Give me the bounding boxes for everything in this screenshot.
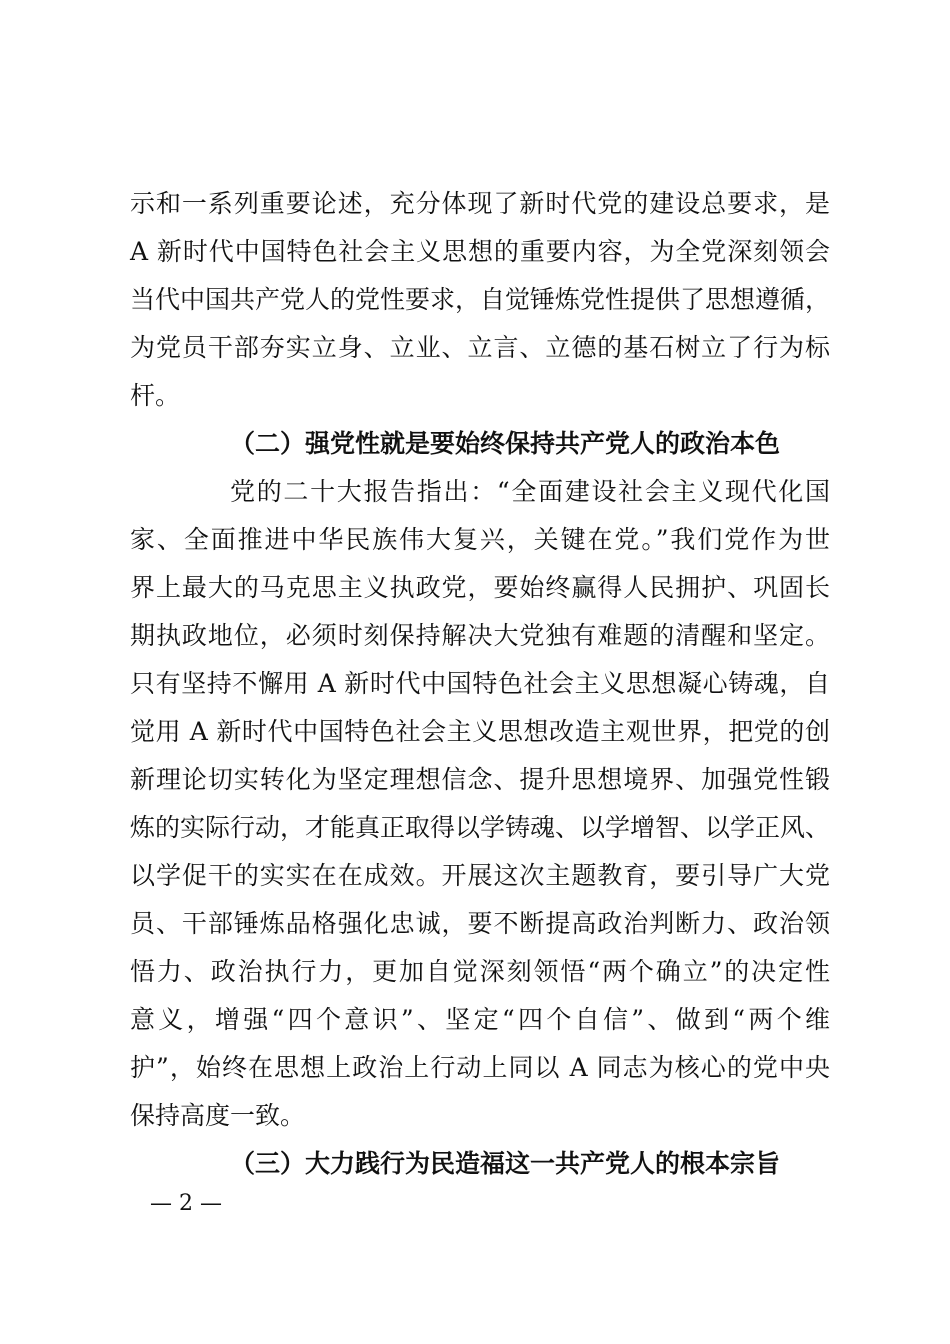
text-line: 保持高度一致。 [130, 1101, 306, 1130]
paragraph-party-spirit [130, 468, 830, 1140]
text-line: 炼的实际行动，才能真正取得以学铸魂、以学增智、以学正风、 [130, 813, 831, 842]
text-line: 意义，增强“四个意识”、坚定“四个自信”、做到“两个维 [130, 1005, 830, 1034]
text-line: 家、全面推进中华民族伟大复兴，关键在党。”我们党作为世 [130, 525, 830, 554]
section-heading-3: （三）大力践行为民造福这一共产党人的根本宗旨 [230, 1149, 781, 1178]
paragraph-continuation [130, 180, 830, 420]
text-line: 党的二十大报告指出：“全面建设社会主义现代化国 [230, 477, 830, 506]
section-heading-2: （二）强党性就是要始终保持共产党人的政治本色 [230, 429, 781, 458]
text-line: 护”，始终在思想上政治上行动上同以 A 同志为核心的党中央 [130, 1053, 830, 1082]
text-line: 悟力、政治执行力，更加自觉深刻领悟“两个确立”的决定性 [130, 957, 830, 986]
text-line: 觉用 A 新时代中国特色社会主义思想改造主观世界，把党的创 [130, 717, 830, 746]
text-line: 为党员干部夯实立身、立业、立言、立德的基石树立了行为标 [130, 333, 830, 362]
text-line: 示和一系列重要论述，充分体现了新时代党的建设总要求，是 [130, 189, 830, 218]
text-line: A 新时代中国特色社会主义思想的重要内容，为全党深刻领会 [130, 237, 830, 266]
text-line: 只有坚持不懈用 A 新时代中国特色社会主义思想凝心铸魂，自 [130, 669, 830, 698]
text-line: 杆。 [130, 381, 181, 410]
text-line: 以学促干的实实在在成效。开展这次主题教育，要引导广大党 [130, 861, 830, 890]
text-line: 界上最大的马克思主义执政党，要始终赢得人民拥护、巩固长 [130, 573, 830, 602]
text-line: 新理论切实转化为坚定理想信念、提升思想境界、加强党性锻 [130, 765, 830, 794]
document-body [130, 180, 830, 1188]
text-line: 员、干部锤炼品格强化忠诚，要不断提高政治判断力、政治领 [130, 909, 830, 938]
page-number: — 2 — [150, 1191, 222, 1216]
text-line: 期执政地位，必须时刻保持解决大党独有难题的清醒和坚定。 [130, 621, 830, 650]
text-line: 当代中国共产党人的党性要求，自觉锤炼党性提供了思想遵循， [130, 285, 831, 314]
